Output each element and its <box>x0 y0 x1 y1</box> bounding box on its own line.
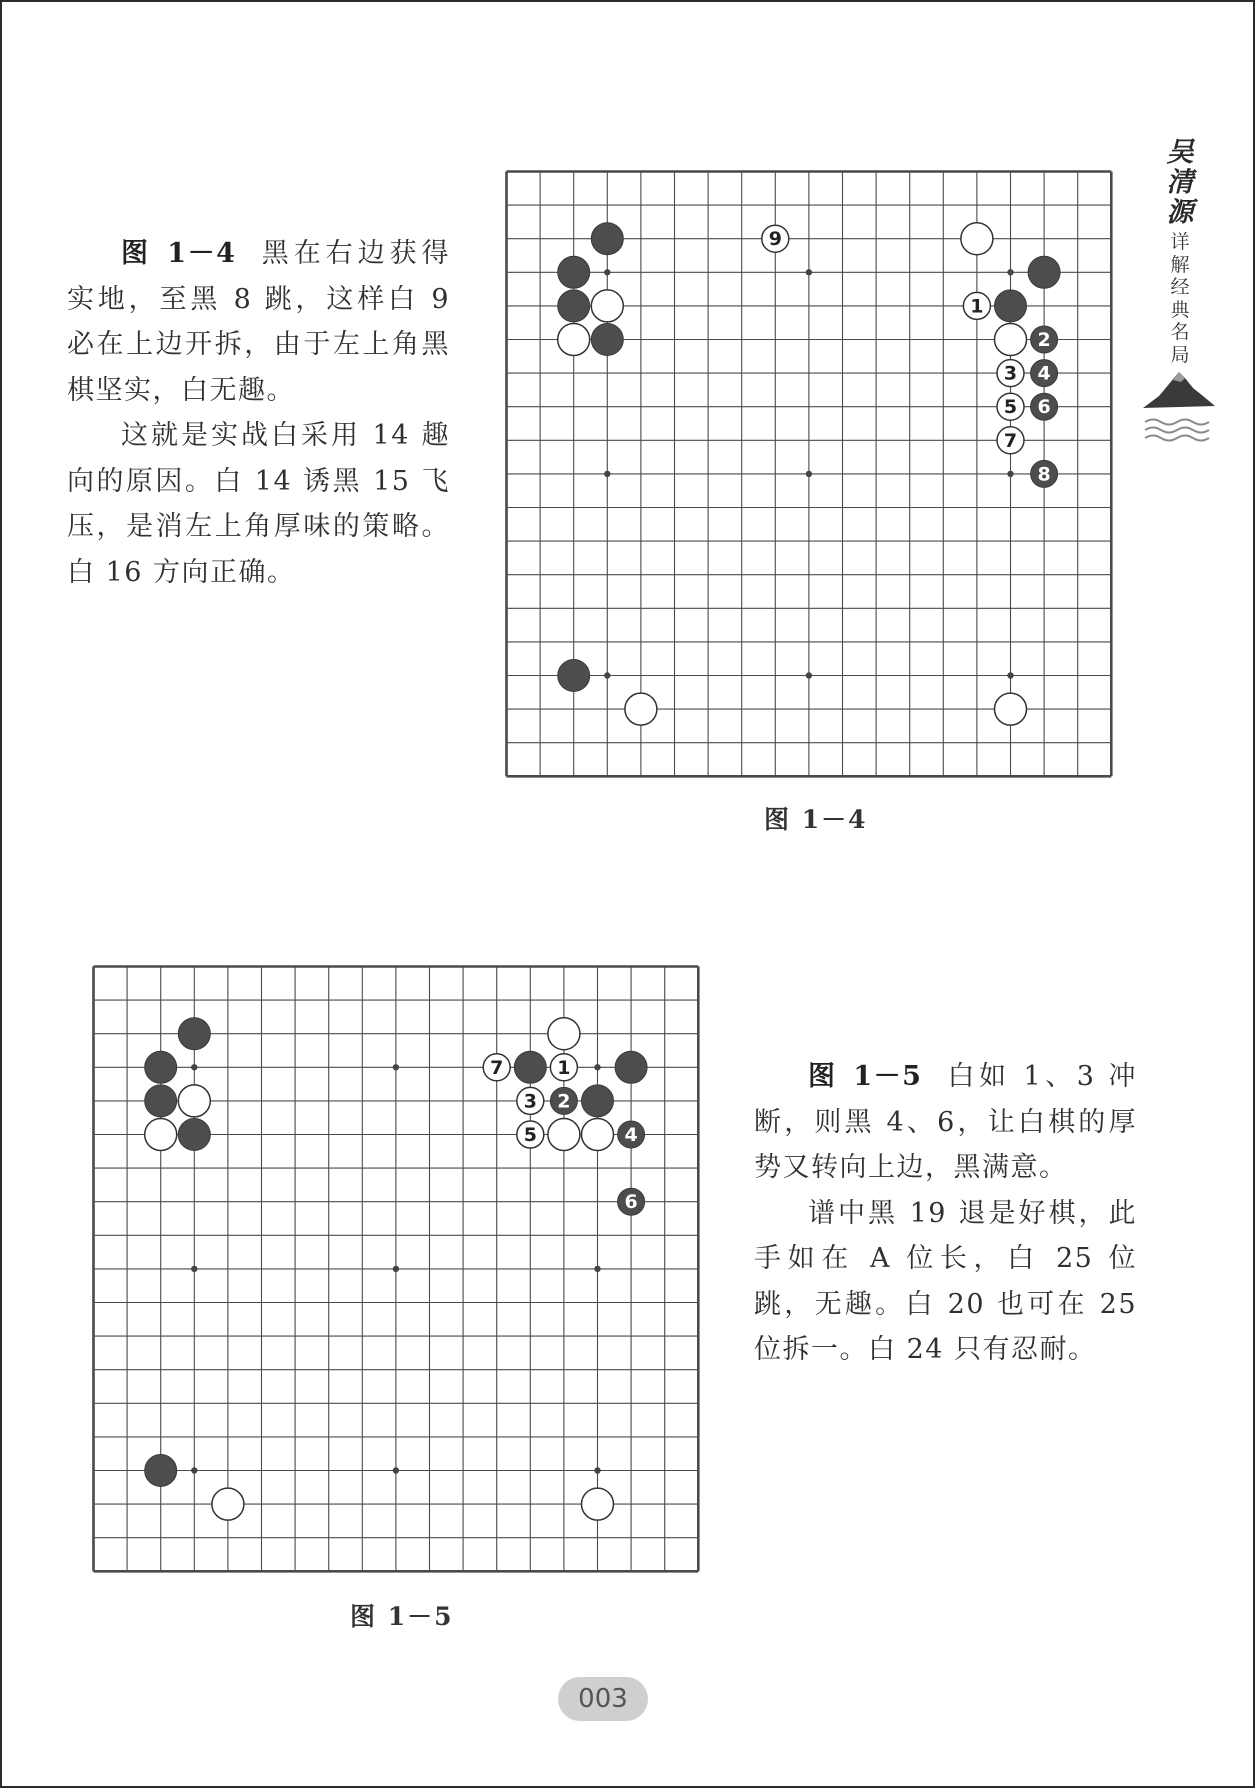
white-stone <box>212 1488 244 1520</box>
white-stone <box>625 693 657 725</box>
figure-1-4-paragraph-1 <box>67 231 450 413</box>
white-stone <box>581 1118 613 1150</box>
black-stone <box>145 1454 177 1486</box>
white-stone-3 <box>517 1087 544 1114</box>
black-stone <box>994 290 1026 322</box>
svg-text:5: 5 <box>1003 396 1018 419</box>
hoshi-point <box>806 471 812 477</box>
black-stone-2 <box>1031 326 1058 353</box>
svg-text:3: 3 <box>523 1090 537 1113</box>
hoshi-point <box>594 1064 600 1070</box>
hoshi-point <box>604 672 610 678</box>
svg-text:4: 4 <box>624 1123 638 1146</box>
figure-1-5-text-1: 白如 1、3 冲断，则黑 4、6，让白棋的厚势又转向上边，黑满意。 <box>754 1061 1137 1183</box>
hoshi-point <box>806 269 812 275</box>
hoshi-point <box>604 269 610 275</box>
black-stone <box>1028 256 1060 288</box>
white-stone <box>178 1085 210 1117</box>
go-board-figure-1-4 <box>505 170 1113 778</box>
white-stone <box>145 1118 177 1150</box>
hoshi-point <box>1007 672 1013 678</box>
white-stone <box>591 290 623 322</box>
white-stone-3 <box>997 360 1024 387</box>
black-stone <box>615 1051 647 1083</box>
figure-1-5-caption: 图 1－5 <box>350 1602 454 1631</box>
figure-1-5-label: 图 1－5 <box>808 1061 923 1092</box>
board-1-5-svg <box>92 965 700 1573</box>
board-1-4-svg <box>505 170 1113 778</box>
hoshi-point <box>806 672 812 678</box>
white-stone-7 <box>997 427 1024 454</box>
black-stone <box>178 1018 210 1050</box>
mountain-wave-icon <box>1143 366 1215 448</box>
go-board-figure-1-5 <box>92 965 700 1573</box>
figure-1-4-paragraph-2: 这就是实战白采用 14 趣向的原因。白 14 诱黑 15 飞压，是消左上角厚味的策略。白 16 方向正确。 <box>67 420 450 588</box>
hoshi-point <box>1007 471 1013 477</box>
svg-text:3: 3 <box>1003 362 1018 385</box>
black-stone <box>558 659 590 691</box>
white-stone <box>558 323 590 355</box>
hoshi-point <box>594 1266 600 1272</box>
hoshi-point <box>393 1467 399 1473</box>
black-stone <box>581 1085 613 1117</box>
black-stone <box>591 323 623 355</box>
white-stone-9 <box>762 225 789 252</box>
hoshi-point <box>191 1266 197 1272</box>
white-stone-5 <box>997 393 1024 420</box>
white-stone-1 <box>550 1054 577 1081</box>
black-stone-2 <box>550 1087 577 1114</box>
svg-text:6: 6 <box>1037 396 1051 419</box>
black-stone <box>514 1051 546 1083</box>
figure-1-5-paragraph-1 <box>754 1054 1137 1191</box>
svg-text:8: 8 <box>1037 463 1051 486</box>
hoshi-point <box>594 1467 600 1473</box>
white-stone-5 <box>517 1121 544 1148</box>
svg-text:9: 9 <box>768 228 782 251</box>
black-stone-4 <box>1031 360 1058 387</box>
svg-text:2: 2 <box>557 1090 571 1113</box>
svg-text:5: 5 <box>523 1123 537 1146</box>
hoshi-point <box>1007 269 1013 275</box>
figure-1-4-text <box>67 231 450 595</box>
white-stone <box>994 323 1026 355</box>
hoshi-point <box>393 1266 399 1272</box>
white-stone <box>961 223 993 255</box>
brand-title: 吴清源 <box>1166 137 1194 228</box>
black-stone <box>145 1051 177 1083</box>
black-stone-4 <box>618 1121 645 1148</box>
white-stone <box>994 693 1026 725</box>
svg-text:7: 7 <box>490 1056 504 1079</box>
svg-text:7: 7 <box>1003 429 1018 452</box>
hoshi-point <box>393 1064 399 1070</box>
hoshi-point <box>604 471 610 477</box>
side-brand <box>1143 138 1215 448</box>
svg-text:6: 6 <box>624 1191 638 1214</box>
figure-1-4-label: 图 1－4 <box>121 238 237 269</box>
black-stone <box>558 290 590 322</box>
hoshi-point <box>191 1064 197 1070</box>
black-stone <box>178 1118 210 1150</box>
svg-text:4: 4 <box>1037 362 1051 385</box>
svg-text:2: 2 <box>1037 328 1051 351</box>
black-stone-8 <box>1031 460 1058 487</box>
figure-1-4-text-1: 黑在右边获得实地，至黑 8 跳，这样白 9 必在上边开拆，由于左上角黑棋坚实，白无趣。 <box>67 238 450 406</box>
white-stone-7 <box>483 1054 510 1081</box>
white-stone-1 <box>963 292 990 319</box>
figure-1-4-caption: 图 1－4 <box>764 805 868 834</box>
black-stone <box>145 1085 177 1117</box>
white-stone <box>581 1488 613 1520</box>
hoshi-point <box>191 1467 197 1473</box>
figure-1-5-paragraph-2: 谱中黑 19 退是好棋，此手如在 A 位长，白 25 位跳，无趣。白 20 也可在 25 位拆一。白 24 只有忍耐。 <box>754 1197 1137 1365</box>
figure-1-5-text <box>754 1054 1137 1373</box>
black-stone <box>591 223 623 255</box>
black-stone-6 <box>618 1188 645 1215</box>
black-stone <box>558 256 590 288</box>
svg-text:1: 1 <box>557 1056 571 1079</box>
white-stone <box>548 1018 580 1050</box>
white-stone <box>548 1118 580 1150</box>
brand-subtitle: 详解经典名局 <box>1170 231 1190 366</box>
svg-text:1: 1 <box>970 295 984 318</box>
black-stone-6 <box>1031 393 1058 420</box>
page-number: 003 <box>558 1677 648 1721</box>
